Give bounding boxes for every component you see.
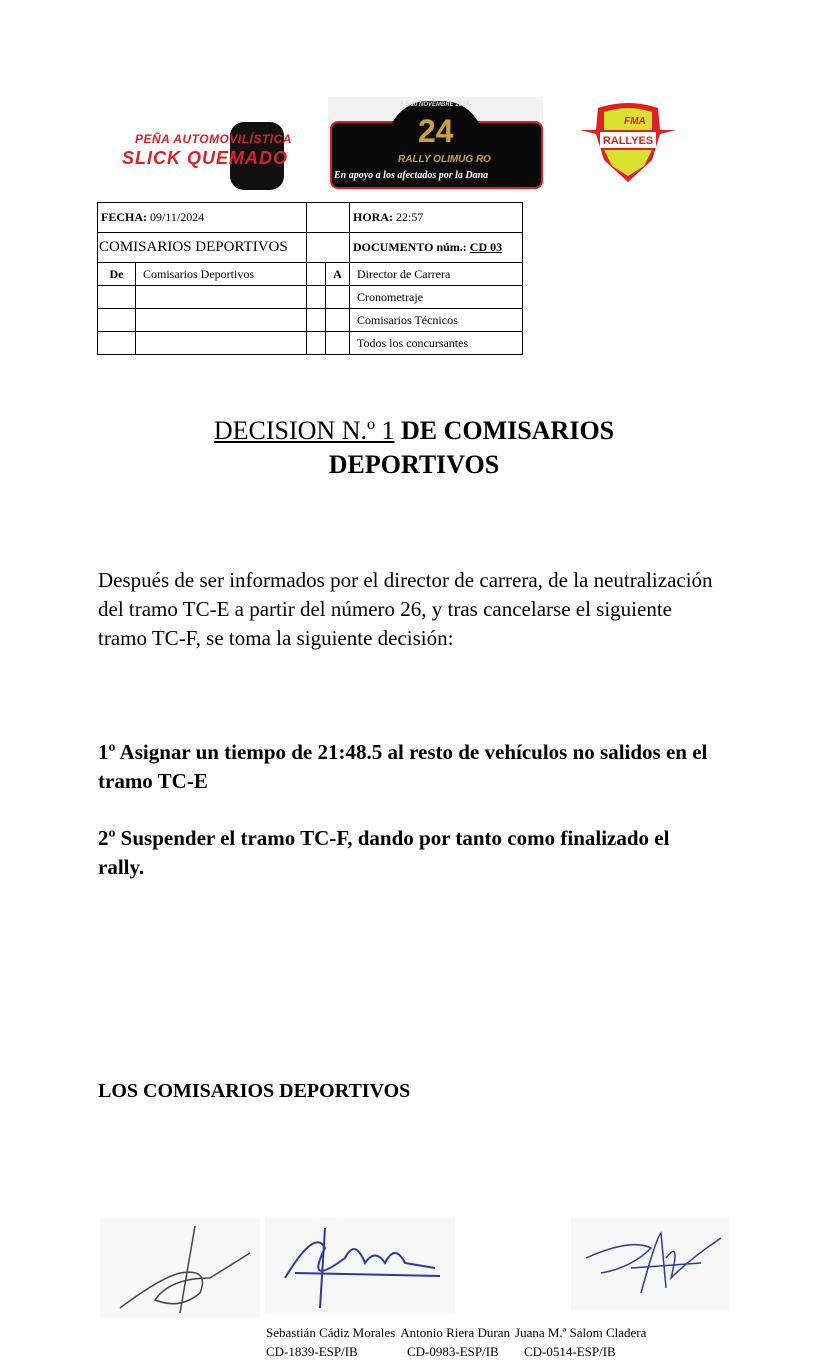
decision-item: 2º Suspender el tramo TC-F, dando por tanto como finalizado el rally.: [98, 826, 670, 879]
header-table: FECHA: 09/11/2024 HORA: 22:57 COMISARIOS DEPORTIVOS DOCUMENTO núm.: CD 03 De Comisarios Deportivos A Director de Carrera Cronometraje Comisarios Técnicos Todos los concursantes: [97, 202, 523, 355]
fma-rallyes-logo: FMA RALLYES: [580, 100, 676, 184]
signatory-id: CD-1839-ESP/IB: [266, 1344, 358, 1359]
slick-quemado-logo: PEÑA AUTOMOVILÍSTICA SLICK QUEMADO: [120, 122, 285, 190]
rally-plate-logo: 8-9-10 NOVEMBRE 2024 24 RALLY OLIMUG RO En apoyo a los afectados por la Dana: [328, 97, 543, 189]
signature-1: [100, 1218, 260, 1318]
signatory-name: Juana M.ª Salom Cladera: [515, 1325, 647, 1340]
fecha-cell: FECHA: 09/11/2024: [98, 203, 307, 233]
decision-item: 1º Asignar un tiempo de 21:48.5 al resto de vehículos no salidos en el tramo TC-E: [98, 740, 708, 793]
signature-2: [265, 1218, 455, 1313]
signature-3: [571, 1218, 729, 1310]
recipient: Director de Carrera: [350, 263, 523, 286]
signoff: LOS COMISARIOS DEPORTIVOS: [98, 1080, 411, 1102]
documento-cell: DOCUMENTO núm.: CD 03: [350, 233, 523, 263]
recipient: Cronometraje: [350, 286, 523, 309]
org-cell: COMISARIOS DEPORTIVOS: [98, 233, 307, 263]
signatory-names: [266, 1325, 646, 1341]
signatory-name: Sebastián Cádiz Morales: [266, 1325, 396, 1340]
signatory-ids: [266, 1344, 616, 1360]
body-paragraph: Después de ser informados por el director de carrera, de la neutralización del tramo TC-E a partir del número 26, y tras cancelarse el siguiente tramo TC-F, se toma la siguiente decisión:: [98, 568, 713, 650]
signatory-id: CD-0514-ESP/IB: [524, 1344, 616, 1359]
recipient: Todos los concursantes: [350, 332, 523, 355]
hora-cell: HORA: 22:57: [350, 203, 523, 233]
signatory-name: Antonio Riera Duran: [400, 1325, 511, 1340]
signatory-id: CD-0983-ESP/IB: [407, 1344, 499, 1359]
recipient: Comisarios Técnicos: [350, 309, 523, 332]
decision-title: DECISION N.º 1 DE COMISARIOS DEPORTIVOS: [213, 416, 615, 479]
